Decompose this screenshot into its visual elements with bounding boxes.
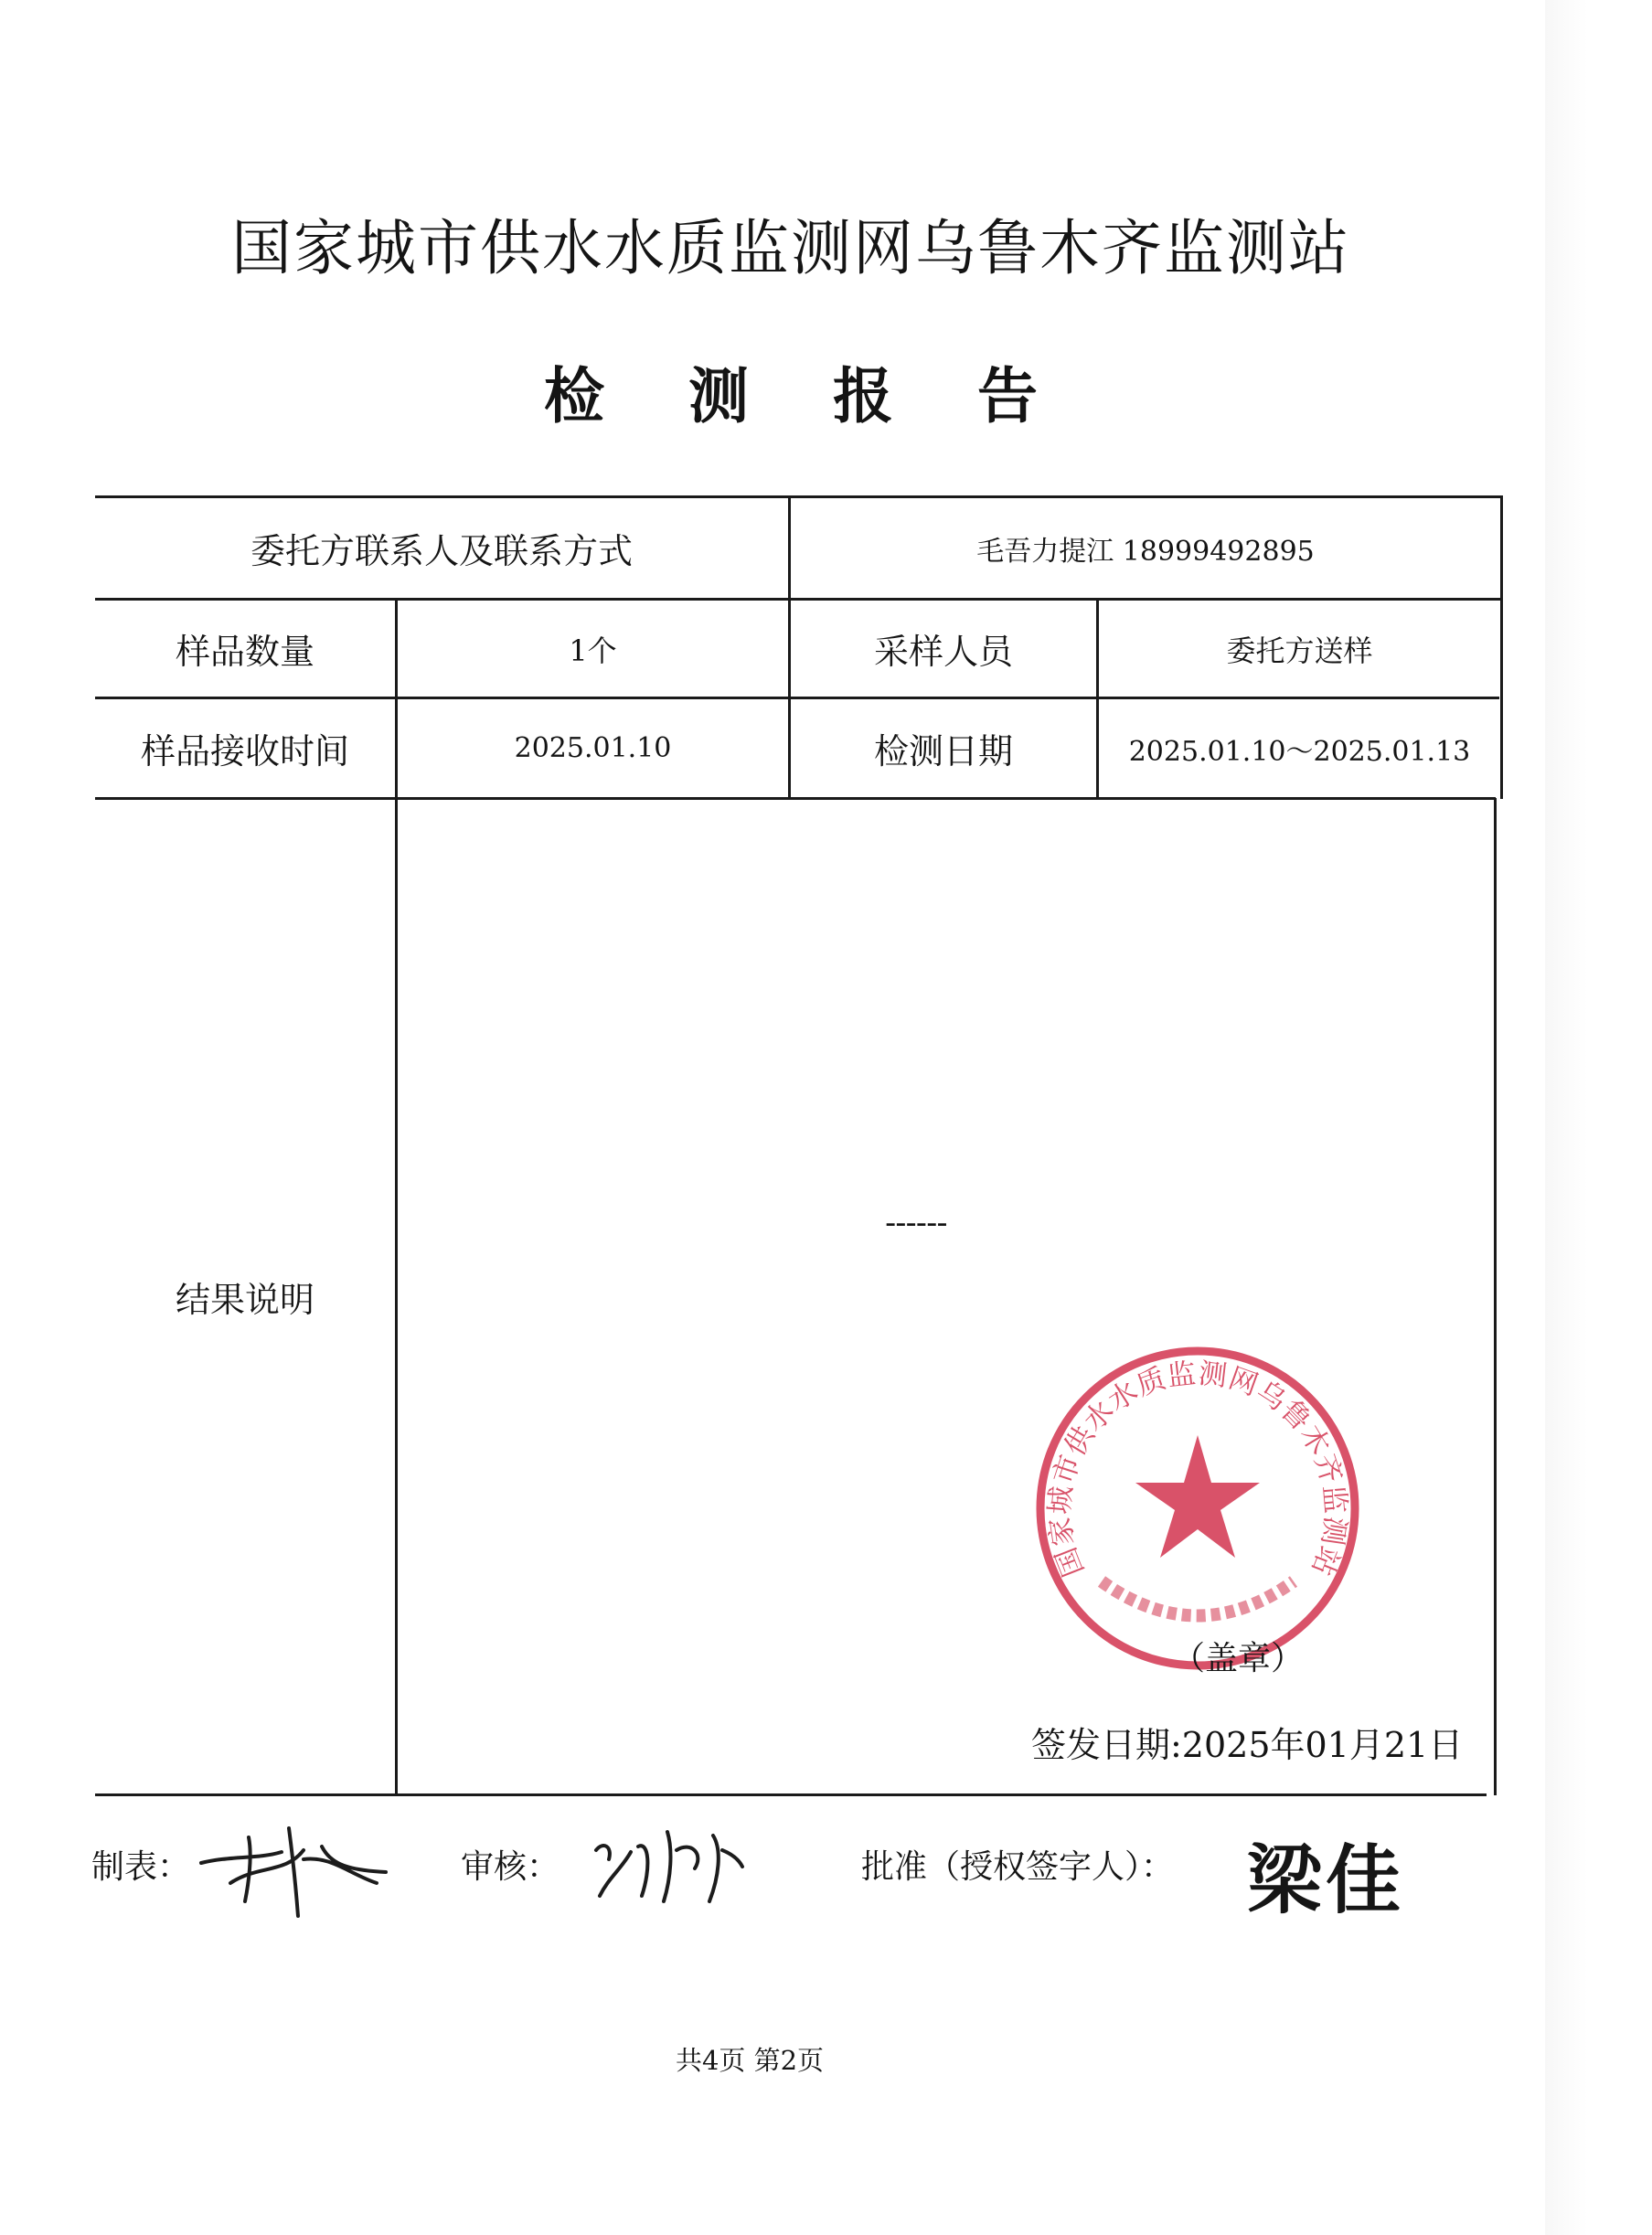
official-seal <box>1024 1335 1371 1682</box>
seal-text: 国家城市供水水质监测网乌鲁木齐监测站 <box>1043 1357 1352 1581</box>
issue-date: 签发日期:2025年01月21日 <box>1031 1725 1464 1765</box>
test-date-value: 2025.01.10～2025.01.13 <box>1128 735 1471 768</box>
prepared-signature <box>194 1819 395 1920</box>
result-value: ------ <box>885 1205 947 1241</box>
report-title: 检测报告 <box>544 361 1122 431</box>
result-label: 结果说明 <box>175 1280 314 1320</box>
station-title: 国家城市供水水质监测网乌鲁木齐监测站 <box>231 213 1350 283</box>
reviewed-label: 审核： <box>461 1848 560 1886</box>
client-contact-label: 委托方联系人及联系方式 <box>250 531 633 571</box>
client-contact-value: 毛吾力提江 18999492895 <box>976 535 1315 568</box>
approved-label: 批准（授权签字人）： <box>861 1848 1175 1886</box>
approved-signature: 梁佳 <box>1247 1837 1405 1924</box>
sample-qty-value: 1个 <box>569 633 617 668</box>
table-rule <box>1494 798 1497 1795</box>
reviewed-signature <box>585 1814 750 1914</box>
seal-caption: （盖章） <box>1172 1640 1305 1677</box>
table-rule <box>95 1793 1487 1796</box>
sample-qty-label: 样品数量 <box>175 632 314 672</box>
page-footer: 共4页 第2页 <box>675 2045 825 2076</box>
sampler-value: 委托方送样 <box>1226 633 1373 668</box>
receive-time-label: 样品接收时间 <box>140 731 349 772</box>
receive-time-value: 2025.01.10 <box>514 732 672 764</box>
paper-edge <box>1545 0 1652 2235</box>
seal-star-icon <box>1135 1435 1260 1558</box>
prepared-label: 制表： <box>91 1848 191 1886</box>
sampler-label: 采样人员 <box>873 632 1013 672</box>
test-date-label: 检测日期 <box>873 731 1013 772</box>
table-rule <box>1500 496 1503 799</box>
